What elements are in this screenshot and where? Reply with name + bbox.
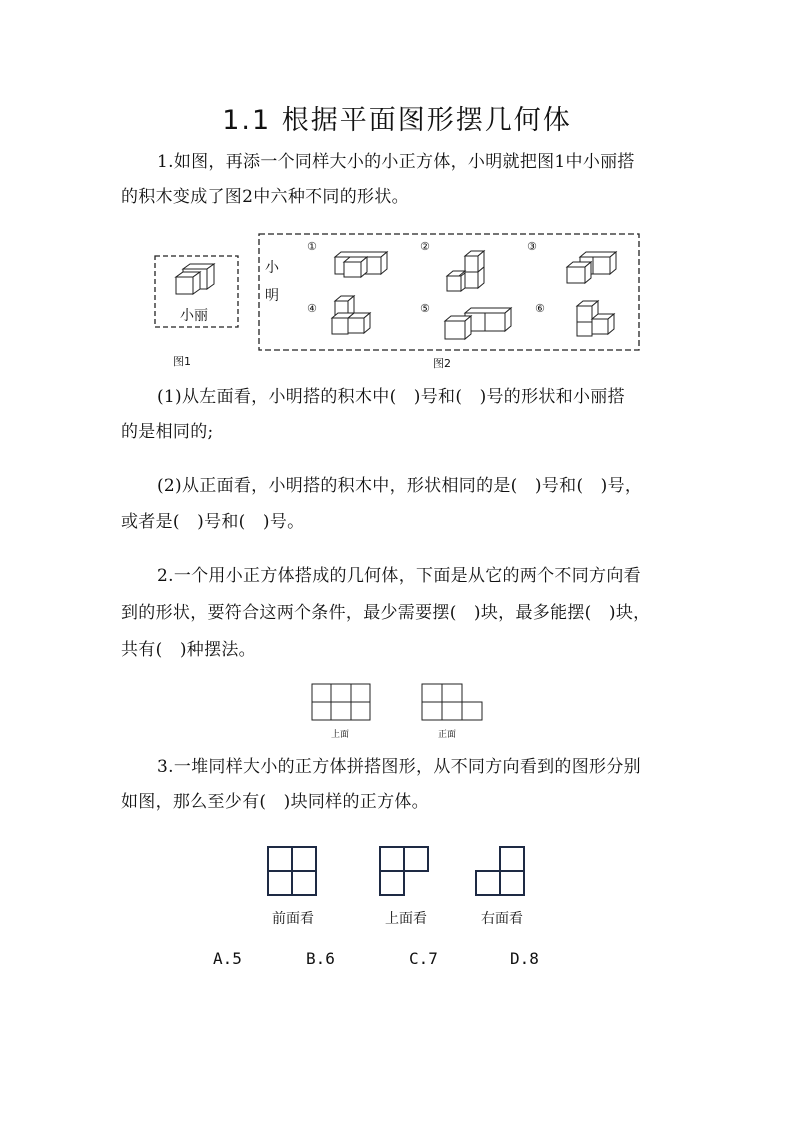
- q3-right-view-label: 右面看: [481, 911, 523, 927]
- option-a[interactable]: A.5: [213, 949, 242, 968]
- marker-4: ④: [307, 302, 317, 315]
- page-title: 1.1 根据平面图形摆几何体: [222, 105, 572, 136]
- q3-top-view-grid: [378, 845, 432, 897]
- option-d[interactable]: D.8: [510, 949, 539, 968]
- q2-front-view-label: 正面: [438, 730, 457, 740]
- marker-1: ①: [307, 240, 317, 253]
- q2-front-view-grid: [421, 683, 485, 723]
- q3-front-view-label: 前面看: [272, 911, 314, 927]
- q1-text-line1: 1.如图，再添一个同样大小的小正方体，小明就把图1中小丽搭: [157, 152, 635, 172]
- option-b[interactable]: B.6: [306, 949, 335, 968]
- q2-text-line3: 共有( )种摆法。: [121, 640, 256, 660]
- q2-text-line1: 2.一个用小正方体搭成的几何体，下面是从它的两个不同方向看: [157, 566, 641, 586]
- q1-sub2-line1: (2)从正面看，小明搭的积木中，形状相同的是( )号和( )号，: [157, 476, 643, 496]
- marker-2: ②: [420, 240, 430, 253]
- q1-sub1-line1: (1)从左面看，小明搭的积木中( )号和( )号的形状和小丽搭: [157, 387, 625, 407]
- q2-top-view-grid: [311, 683, 373, 723]
- q1-text-line2: 的积木变成了图2中六种不同的形状。: [121, 187, 409, 207]
- q1-sub2-line2: 或者是( )号和( )号。: [121, 512, 305, 532]
- option-c[interactable]: C.7: [409, 949, 438, 968]
- figure-2-person-char2: 明: [265, 288, 279, 304]
- marker-6: ⑥: [535, 302, 545, 315]
- marker-3: ③: [527, 240, 537, 253]
- q2-top-view-label: 上面: [331, 730, 350, 740]
- figure-1-caption: 图1: [173, 355, 191, 368]
- figure-2-person-char1: 小: [265, 260, 279, 276]
- q3-front-view-grid: [266, 845, 320, 897]
- q3-text-line2: 如图，那么至少有( )块同样的正方体。: [121, 792, 429, 812]
- q2-text-line2: 到的形状，要符合这两个条件，最少需要摆( )块，最多能摆( )块，: [121, 603, 651, 623]
- q3-top-view-label: 上面看: [385, 911, 427, 927]
- figure-2-caption: 图2: [433, 357, 451, 370]
- figure-1-name: 小丽: [180, 308, 208, 324]
- q1-sub1-line2: 的是相同的;: [121, 422, 214, 442]
- q3-right-view-grid: [474, 845, 528, 897]
- marker-5: ⑤: [420, 302, 430, 315]
- q3-text-line1: 3.一堆同样大小的正方体拼搭图形，从不同方向看到的图形分别: [157, 757, 641, 777]
